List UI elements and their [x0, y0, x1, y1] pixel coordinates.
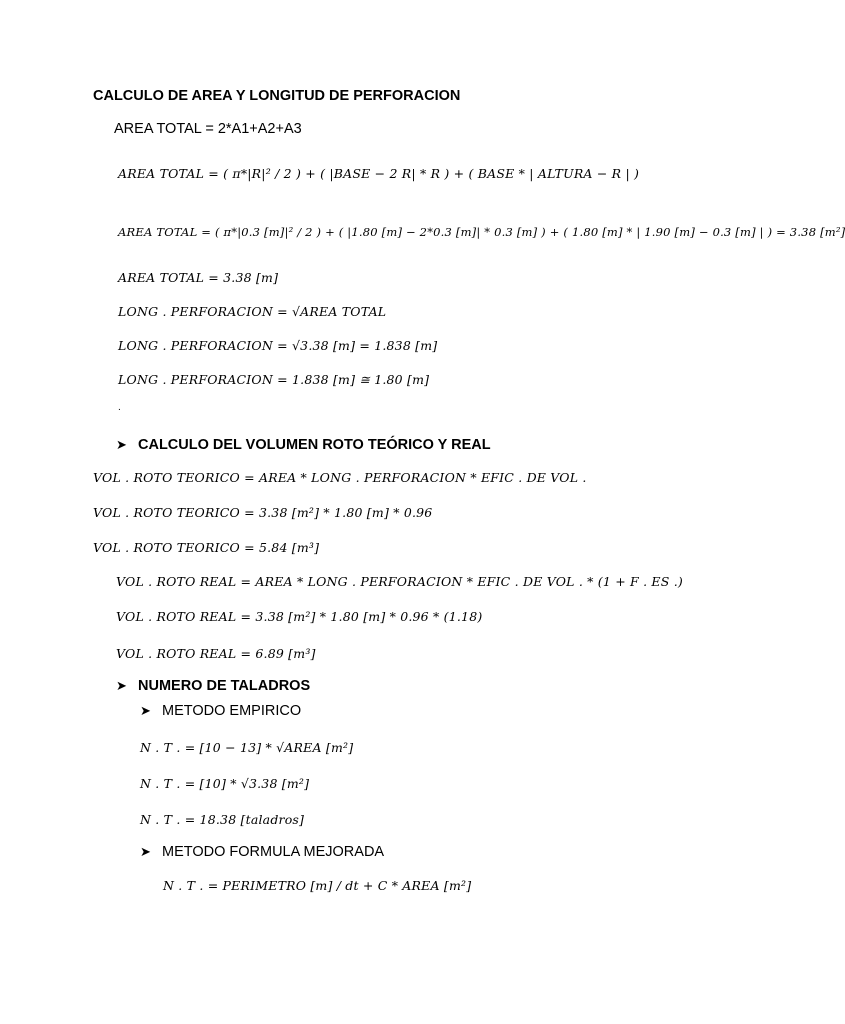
- vol-teorico-result: VOL . ROTO TEORICO = 5.84 [m³]: [93, 540, 320, 555]
- vol-real-result: VOL . ROTO REAL = 6.89 [m³]: [116, 646, 316, 661]
- nt-mejorada-formula: N . T . = PERIMETRO [m] / dt + C * AREA [m²]: [163, 878, 472, 893]
- section-volumen-label: CALCULO DEL VOLUMEN ROTO TEÓRICO Y REAL: [138, 437, 491, 453]
- nt-substitution: N . T . = [10] * √3.38 [m²]: [140, 776, 310, 791]
- area-total-substitution: AREA TOTAL = ( π*|0.3 [m]|² / 2 ) + ( |1.80 [m] − 2*0.3 [m]| * 0.3 [m] ) + ( 1.80 [m] * | 1.90 [m] − 0.3 [m] | ) = 3.38 [m²]: [118, 225, 845, 239]
- separator-dot: .: [118, 402, 121, 413]
- sub-metodo-empirico-label: METODO EMPIRICO: [162, 703, 302, 719]
- long-perforacion-substitution: LONG . PERFORACION = √3.38 [m] = 1.838 [m]: [118, 338, 438, 353]
- page-heading: CALCULO DE AREA Y LONGITUD DE PERFORACION: [93, 88, 461, 104]
- arrow-bullet-icon: ➤: [140, 844, 151, 860]
- nt-formula: N . T . = [10 − 13] * √AREA [m²]: [140, 740, 354, 755]
- nt-result: N . T . = 18.38 [taladros]: [140, 812, 305, 827]
- sub-metodo-mejorada-label: METODO FORMULA MEJORADA: [162, 844, 385, 860]
- area-total-definition: AREA TOTAL = 2*A1+A2+A3: [114, 121, 302, 137]
- area-total-formula: AREA TOTAL = ( π*|R|² / 2 ) + ( |BASE − 2 R| * R ) + ( BASE * | ALTURA − R | ): [118, 166, 640, 181]
- area-total-result: AREA TOTAL = 3.38 [m]: [118, 270, 279, 285]
- section-volumen: [116, 437, 491, 453]
- long-perforacion-formula: LONG . PERFORACION = √AREA TOTAL: [118, 304, 387, 319]
- arrow-bullet-icon: ➤: [140, 703, 151, 719]
- vol-real-formula: VOL . ROTO REAL = AREA * LONG . PERFORACION * EFIC . DE VOL . * (1 + F . ES .): [116, 574, 683, 589]
- sub-metodo-mejorada: [140, 844, 384, 860]
- sub-metodo-empirico: [140, 703, 301, 719]
- section-taladros: [116, 678, 310, 694]
- vol-teorico-substitution: VOL . ROTO TEORICO = 3.38 [m²] * 1.80 [m] * 0.96: [93, 505, 433, 520]
- vol-real-substitution: VOL . ROTO REAL = 3.38 [m²] * 1.80 [m] * 0.96 * (1.18): [116, 609, 483, 624]
- section-taladros-label: NUMERO DE TALADROS: [138, 678, 311, 694]
- arrow-bullet-icon: ➤: [116, 437, 127, 453]
- arrow-bullet-icon: ➤: [116, 678, 127, 694]
- long-perforacion-result: LONG . PERFORACION = 1.838 [m] ≅ 1.80 [m]: [118, 372, 430, 387]
- vol-teorico-formula: VOL . ROTO TEORICO = AREA * LONG . PERFORACION * EFIC . DE VOL .: [93, 470, 587, 485]
